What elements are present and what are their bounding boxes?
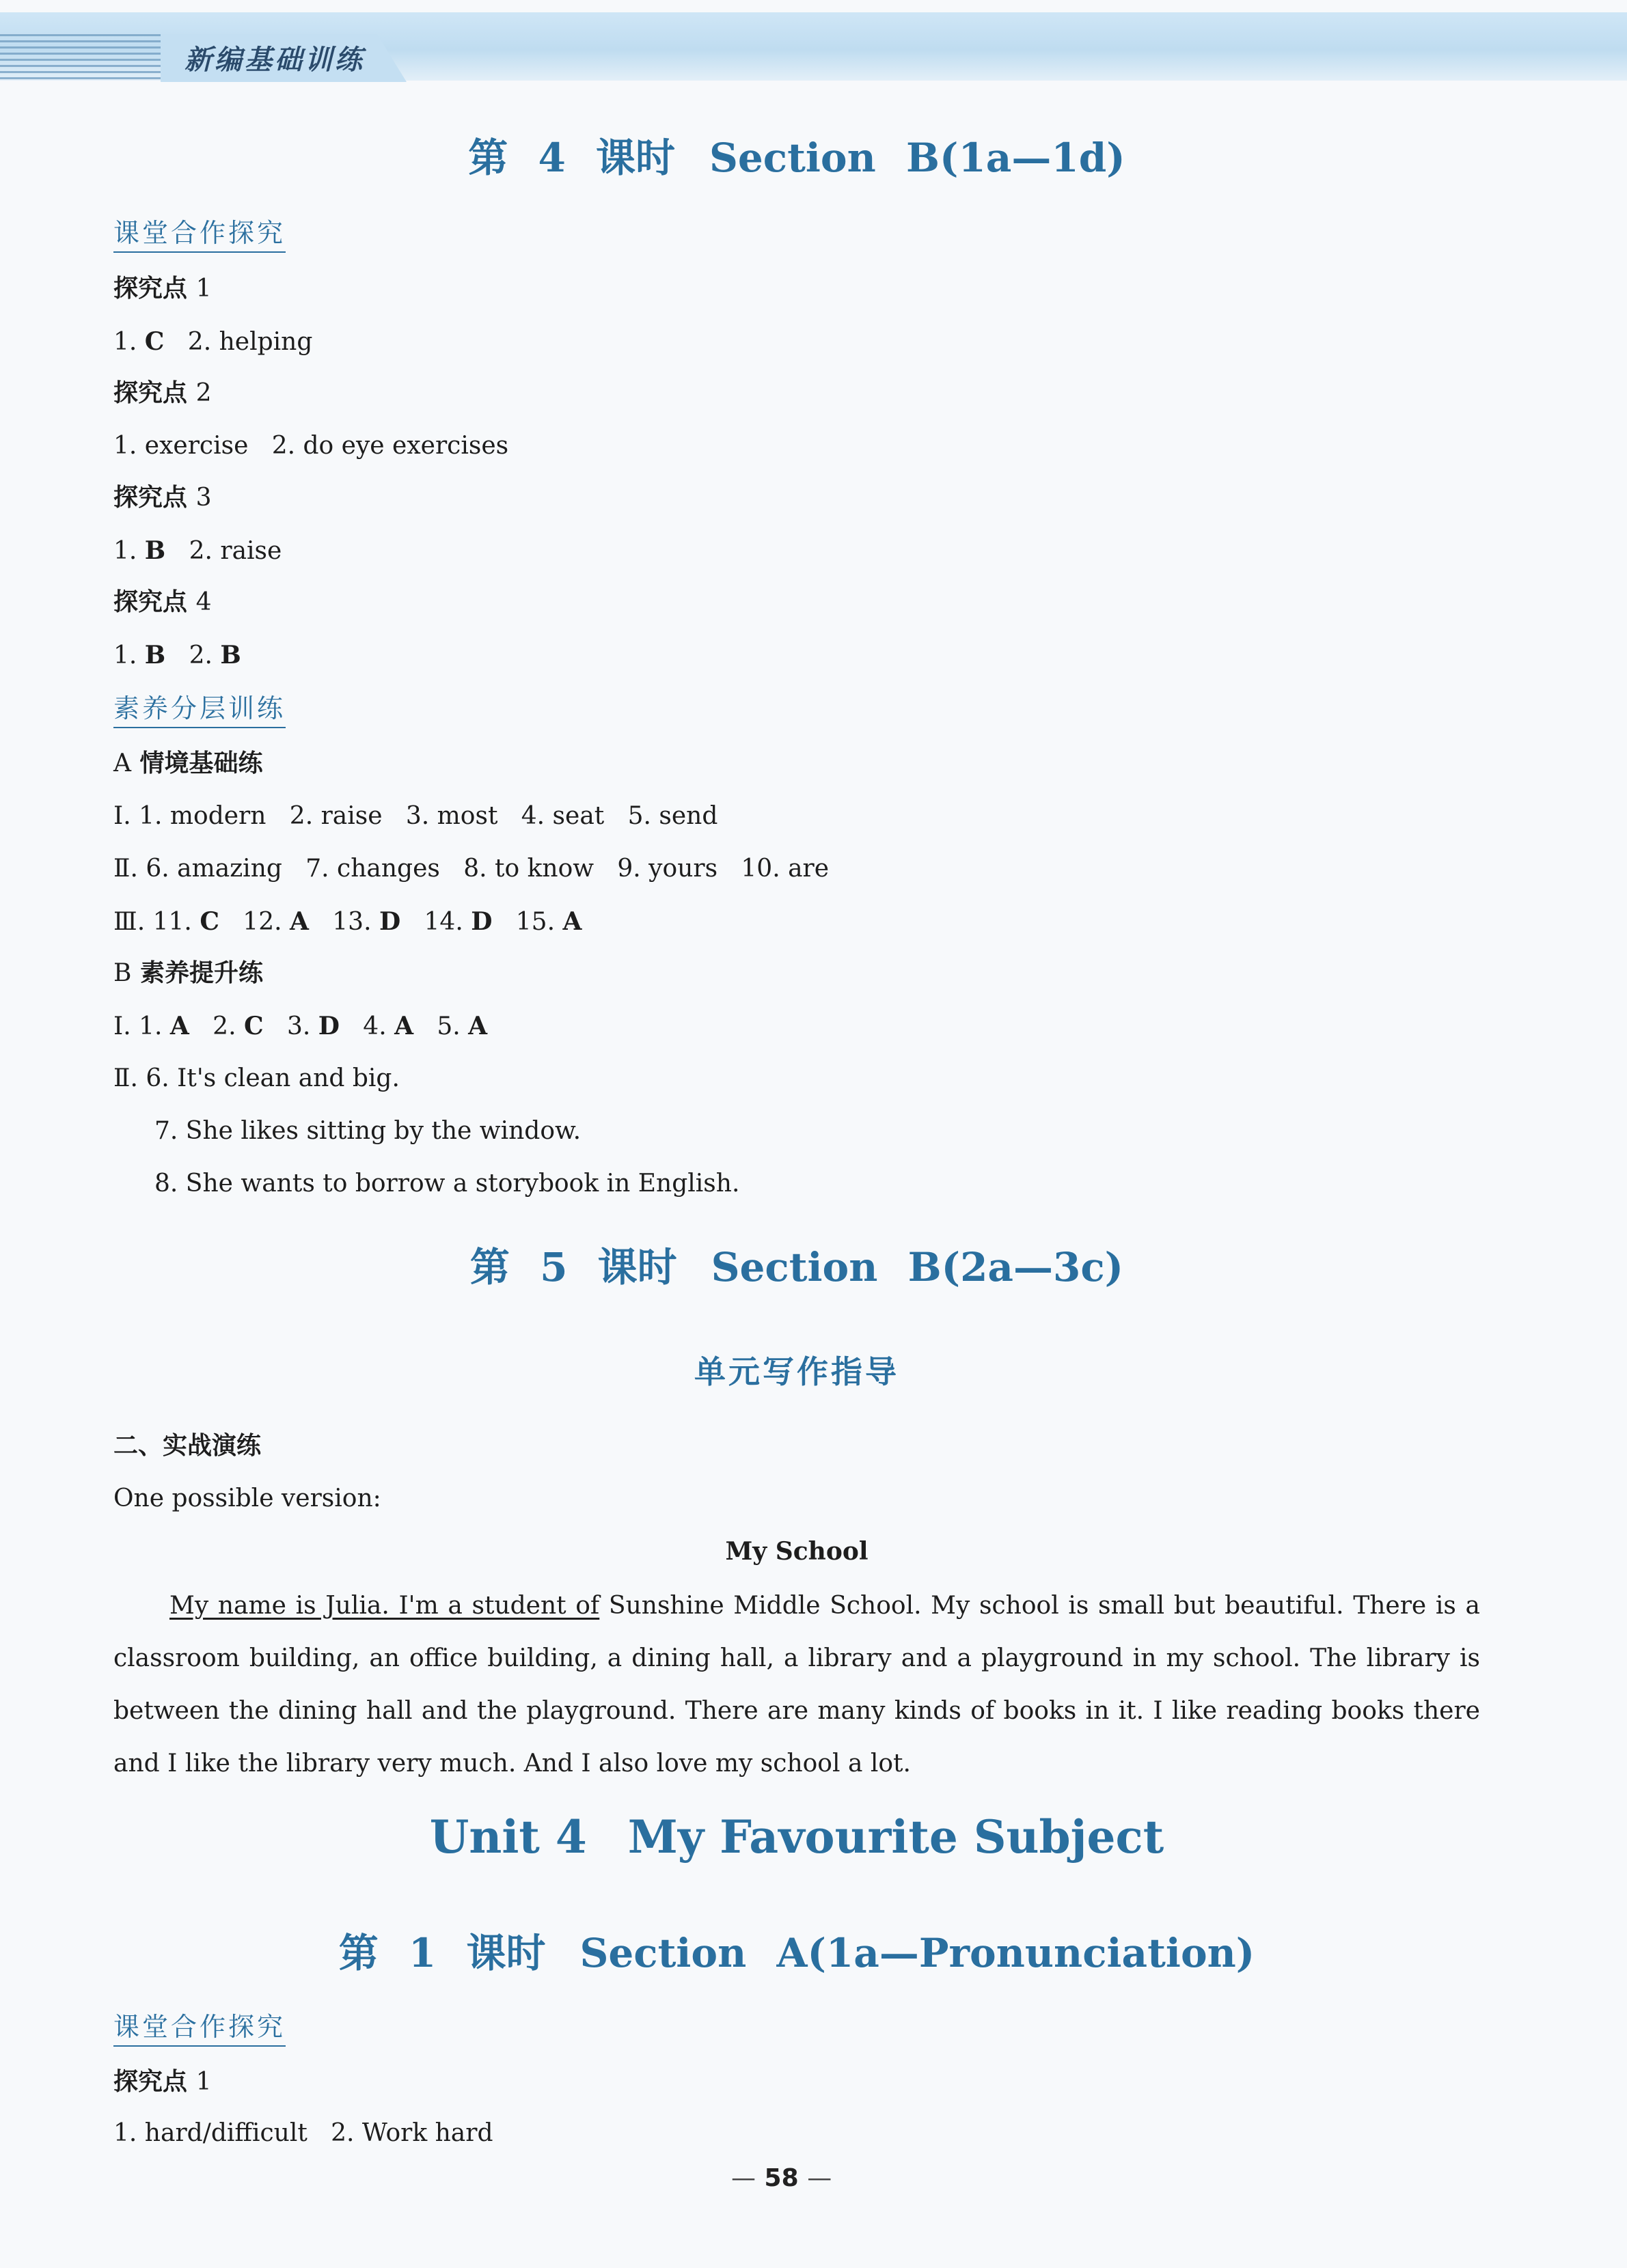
answer-choice: D: [379, 907, 401, 936]
essay-body: [113, 1579, 1480, 1790]
answer-line: [113, 535, 282, 567]
answer-line: 8. She wants to borrow a storybook in English.: [154, 1170, 740, 1198]
answer-line: 1. hard/difficult 2. Work hard: [113, 2119, 493, 2147]
page-number: [731, 2164, 832, 2192]
subhead-layered-training: 素养分层训练: [113, 693, 286, 728]
answer-choice: A: [562, 907, 582, 936]
explore-point-text: 探究点: [113, 484, 188, 512]
answer-text: Ⅰ. 1.: [113, 1012, 170, 1040]
answer-choice: B: [144, 536, 166, 565]
level-a-label: [113, 748, 263, 779]
answer-line: Ⅱ. 6. amazing 7. changes 8. to know 9. yours 10. are: [113, 855, 830, 883]
explore-point-text: 探究点: [113, 379, 188, 407]
level-letter: B: [113, 959, 132, 987]
level-name: 素养提升练: [140, 959, 264, 987]
level-b-label: [113, 958, 263, 989]
answer-text: 4.: [339, 1012, 395, 1040]
answer-text: 3.: [263, 1012, 318, 1040]
lesson-title-5: [113, 1235, 1480, 1292]
explore-point-num: 1: [195, 275, 212, 303]
answer-line: Ⅰ. 1. modern 2. raise 3. most 4. seat 5. send: [113, 802, 718, 830]
answer-line: [113, 1010, 487, 1042]
answer-choice: D: [471, 907, 493, 936]
answer-line: [113, 326, 312, 358]
answer-choice: B: [144, 641, 166, 669]
lesson-title-u4-1: [113, 1921, 1480, 1978]
answer-choice: C: [200, 907, 219, 936]
answer-text: 13.: [308, 908, 379, 936]
unit-title: [113, 1810, 1480, 1864]
answer-choice: C: [144, 327, 165, 356]
answer-choice: A: [290, 907, 309, 936]
explore-point-num: 1: [195, 2068, 212, 2096]
answer-line: [113, 639, 241, 672]
answer-line: 7. She likes sitting by the window.: [154, 1117, 582, 1145]
lesson-number: 第 1 课时: [338, 1930, 546, 1976]
essay-text: Sunshine Middle School. My school is small but beautiful. There is a classroom building, an office building, a dining hall, a library and a playground in my school. The library is between the dining hall and the playground. There are many kinds of books in it. I like reading books there and I like the library very much. And I also love my school a lot.: [113, 1592, 1480, 1778]
explore-point-label: [113, 378, 211, 409]
answer-text: 5.: [413, 1012, 469, 1040]
page-dash-left: —: [731, 2164, 756, 2192]
explore-point-num: 3: [195, 484, 212, 512]
header-stripes: [0, 34, 171, 82]
explore-point-num: 2: [195, 379, 212, 407]
lesson-number: 第 5 课时: [469, 1244, 677, 1290]
explore-point-text: 探究点: [113, 275, 188, 303]
answer-choice: C: [243, 1012, 264, 1040]
page-dash-right: —: [807, 2164, 832, 2192]
answer-text: 2. helping: [164, 328, 313, 356]
answer-text: 2. raise: [165, 537, 282, 565]
header-title: 新编基础训练: [184, 44, 365, 76]
answer-text: 1.: [113, 641, 145, 669]
essay-title: My School: [725, 1537, 869, 1566]
answer-line: 1. exercise 2. do eye exercises: [113, 432, 509, 460]
unit-name: My Favourite Subject: [627, 1810, 1164, 1864]
explore-point-text: 探究点: [113, 2068, 188, 2096]
level-name: 情境基础练: [139, 749, 263, 777]
answer-choice: A: [169, 1012, 189, 1040]
answer-choice: A: [394, 1012, 414, 1040]
writing-guide-title: 单元写作指导: [694, 1353, 899, 1390]
subhead-classroom-coop: 课堂合作探究: [113, 217, 286, 253]
page-number-value: 58: [764, 2164, 799, 2192]
lesson-section: Section B(1a—1d): [709, 135, 1125, 181]
lesson-section: Section B(2a—3c): [711, 1244, 1124, 1290]
explore-point-text: 探究点: [113, 588, 188, 616]
answer-line: [113, 906, 582, 938]
answer-text: 1.: [113, 328, 145, 356]
answer-choice: B: [220, 641, 241, 669]
lesson-section: Section A(1a—Pronunciation): [579, 1930, 1255, 1976]
explore-point-label: [113, 587, 211, 618]
level-letter: A: [113, 749, 131, 777]
answer-text: Ⅲ. 11.: [113, 908, 200, 936]
explore-point-label: [113, 482, 211, 514]
answer-choice: A: [468, 1012, 488, 1040]
answer-line: Ⅱ. 6. It's clean and big.: [113, 1064, 400, 1092]
answer-text: 2.: [165, 641, 221, 669]
explore-point-label: [113, 273, 211, 305]
unit-number: Unit 4: [429, 1810, 587, 1864]
answer-text: 1.: [113, 537, 145, 565]
lesson-number: 第 4 课时: [468, 135, 675, 181]
answer-choice: D: [318, 1012, 340, 1040]
explore-point-label: [113, 2066, 211, 2098]
answer-text: 2.: [189, 1012, 244, 1040]
lesson-title-4: [113, 126, 1480, 183]
answer-text: 14.: [400, 908, 471, 936]
subhead-classroom-coop: 课堂合作探究: [113, 2011, 286, 2047]
possible-version: One possible version:: [113, 1484, 381, 1512]
explore-point-num: 4: [195, 588, 212, 616]
answer-text: 15.: [492, 908, 563, 936]
answer-text: 12.: [219, 908, 290, 936]
practice-label: 二、实战演练: [113, 1432, 262, 1460]
essay-underlined: My name is Julia. I'm a student of: [169, 1592, 600, 1620]
